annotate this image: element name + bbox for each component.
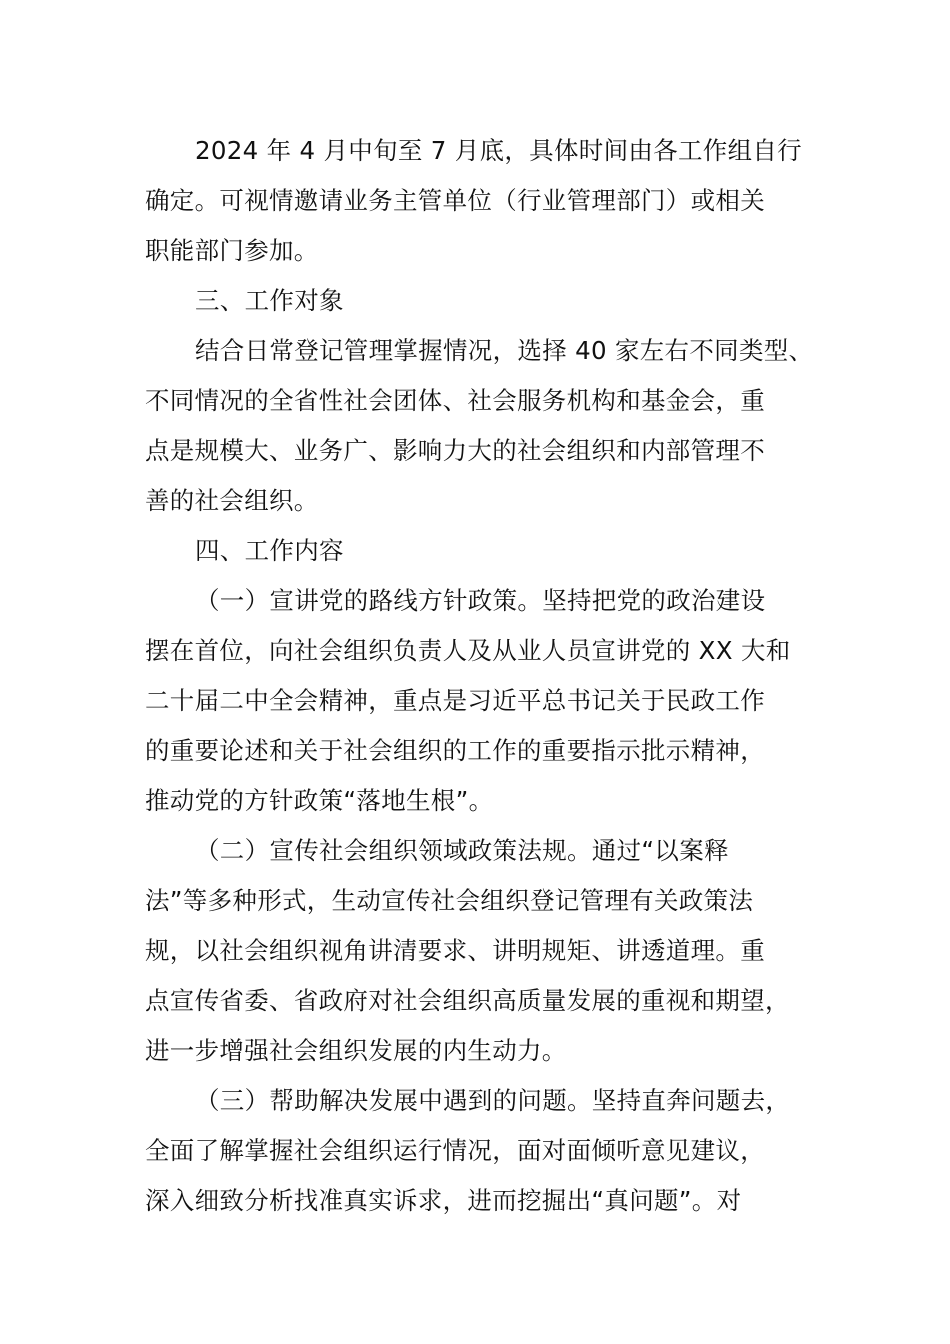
paragraph-line: （一）宣讲党的路线方针政策。坚持把党的政治建设 bbox=[195, 586, 766, 615]
paragraph-line: 的重要论述和关于社会组织的工作的重要指示批示精神， bbox=[145, 736, 765, 765]
paragraph-line: 推动党的方针政策“落地生根”。 bbox=[145, 786, 494, 815]
paragraph-line: 二十届二中全会精神，重点是习近平总书记关于民政工作 bbox=[145, 686, 765, 715]
section-heading: 四、工作内容 bbox=[195, 536, 344, 565]
paragraph-line: 深入细致分析找准真实诉求，进而挖掘出“真问题”。对 bbox=[145, 1186, 742, 1215]
paragraph-line: 进一步增强社会组织发展的内生动力。 bbox=[145, 1036, 567, 1065]
paragraph-line: 全面了解掌握社会组织运行情况，面对面倾听意见建议， bbox=[145, 1136, 765, 1165]
paragraph-line: 点是规模大、业务广、影响力大的社会组织和内部管理不 bbox=[145, 436, 765, 465]
paragraph-line: 摆在首位，向社会组织负责人及从业人员宣讲党的 XX 大和 bbox=[145, 636, 791, 665]
document-body bbox=[145, 126, 815, 1226]
paragraph-line: 2024 年 4 月中旬至 7 月底，具体时间由各工作组自行 bbox=[195, 136, 802, 165]
paragraph-line: 结合日常登记管理掌握情况，选择 40 家左右不同类型、 bbox=[195, 336, 814, 365]
paragraph-line: 善的社会组织。 bbox=[145, 486, 319, 515]
paragraph-line: 法”等多种形式，生动宣传社会组织登记管理有关政策法 bbox=[145, 886, 754, 915]
section-heading: 三、工作对象 bbox=[195, 286, 344, 315]
paragraph-line: 不同情况的全省性社会团体、社会服务机构和基金会，重 bbox=[145, 386, 765, 415]
paragraph-line: 职能部门参加。 bbox=[145, 236, 319, 265]
paragraph-line: 规，以社会组织视角讲清要求、讲明规矩、讲透道理。重 bbox=[145, 936, 765, 965]
paragraph-line: 确定。可视情邀请业务主管单位（行业管理部门）或相关 bbox=[145, 186, 765, 215]
paragraph-line: （三）帮助解决发展中遇到的问题。坚持直奔问题去， bbox=[195, 1086, 791, 1115]
paragraph-line: （二）宣传社会组织领域政策法规。通过“以案释 bbox=[195, 836, 729, 865]
paragraph-line: 点宣传省委、省政府对社会组织高质量发展的重视和期望， bbox=[145, 986, 790, 1015]
